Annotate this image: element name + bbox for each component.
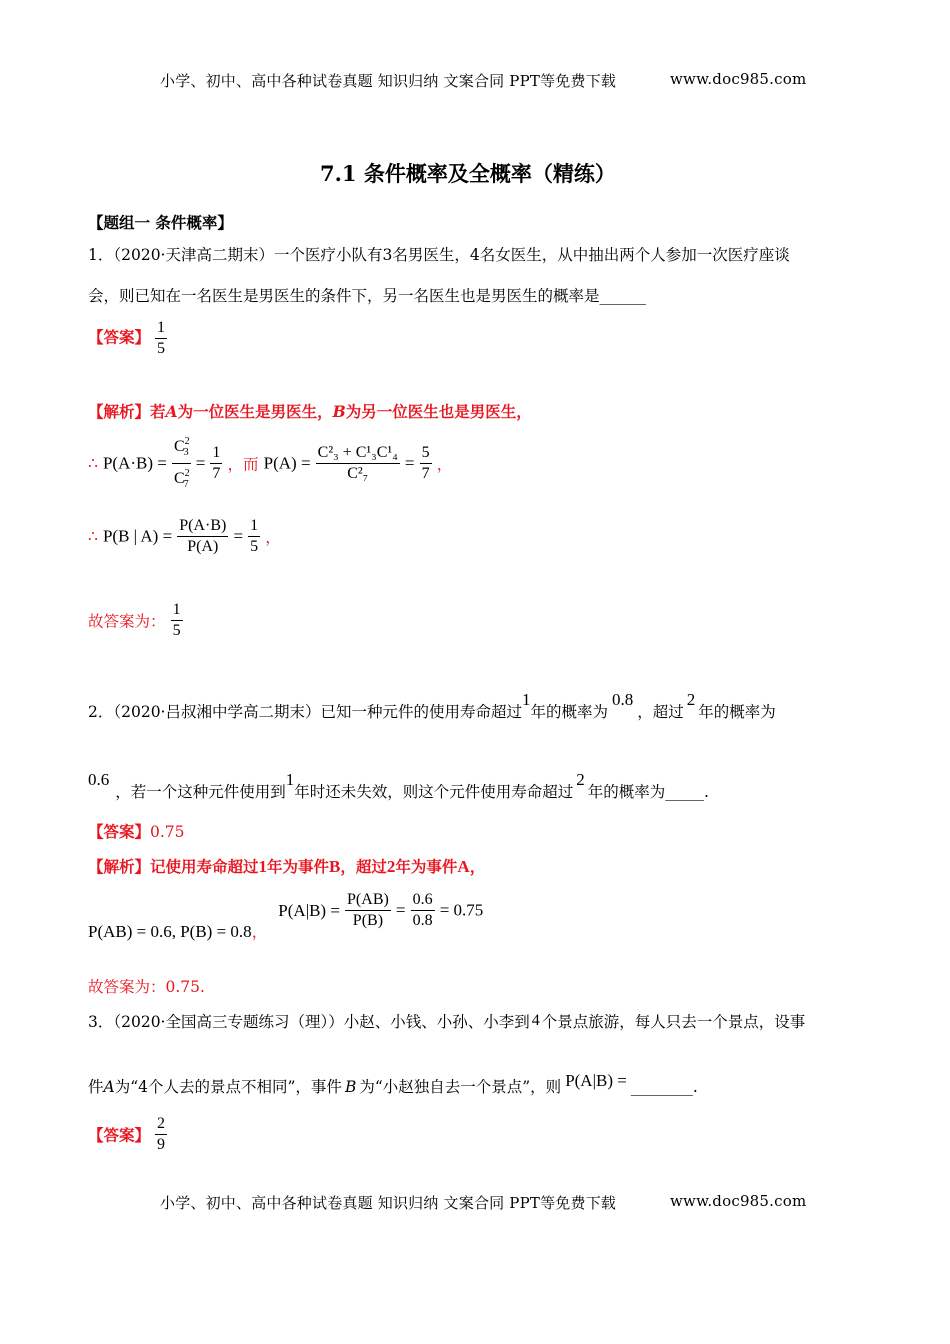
q2-answer: 【答案】0.75 <box>88 822 185 841</box>
answer-label: 【答案】 <box>88 822 151 841</box>
q1-eq3-result: $\frac{1}{5}$ <box>250 517 259 555</box>
analysis-label: 【解析】 <box>88 857 151 876</box>
q1-line1: 1．（2020·天津高二期末）一个医疗小队有3名男医生，4名女医生，从中抽出两个人参加一次医疗座谈 <box>88 246 790 264</box>
header-site[interactable]: www.doc985.com <box>670 70 807 88</box>
q3-line2: 件A为“4个人去的景点不相同”，事件 B 为“小赵独自去一个景点”，则 P(A|B) = ________. <box>88 1071 698 1096</box>
q1-line2: 会，则已知在一名医生是男医生的条件下，另一名医生也是男医生的概率是______ <box>88 287 647 305</box>
q2-eq2-decimal-fraction: $\frac{0.6}{0.8}$ <box>412 891 433 929</box>
q2-eq2-fraction: $\frac{P(AB)}{P(B)}$ <box>347 891 389 929</box>
q1-final-fraction: $\frac{1}{5}$ <box>172 601 181 639</box>
q1-answer-fraction: $\frac{1}{5}$ <box>156 319 165 357</box>
q1-eq1-result: $\frac{1}{7}$ <box>212 444 221 482</box>
q1-equation-row1: ∴ P(A·B) = $\frac{C^2_3}{C^2_7}$ = $\frac{1}{7}$ ，而 P(A) = $\frac{\text{C²₃ + C¹₃C¹₄}}{\text{C²₇}}$ = $\frac{5}{7}$ ， <box>88 432 452 495</box>
final-label: 故答案为： <box>88 612 166 631</box>
q1-eq2-lhs: P(A) = <box>263 453 311 473</box>
q1-answer <box>88 318 167 359</box>
analysis-label: 【解析】 <box>88 402 151 421</box>
q2-line1: 2．（2020·吕叔湘中学高二期末）已知一种元件的使用寿命超过1年的概率为0.8，超过2年的概率为 <box>88 690 776 721</box>
q2-final: 故答案为：0.75. <box>88 978 205 996</box>
answer-label: 【答案】 <box>88 1125 151 1145</box>
footer-banner: 小学、初中、高中各种试卷真题 知识归纳 文案合同 PPT等免费下载 <box>160 1194 617 1212</box>
header-banner: 小学、初中、高中各种试卷真题 知识归纳 文案合同 PPT等免费下载 <box>160 72 617 90</box>
final-label: 故答案为： <box>88 978 166 996</box>
q1-eq1-lhs: P(A·B) = <box>102 453 167 473</box>
q1-eq3-lhs: P(B | A) = <box>102 526 173 546</box>
q1-analysis: 【解析】若A为一位医生是男医生，B为另一位医生也是男医生， <box>88 402 532 421</box>
q1-equation-row2: ∴ P(B | A) = $\frac{P(A\cdot B)}{P(A)}$ = $\frac{1}{5}$ ， <box>88 517 281 555</box>
q2-analysis: 【解析】记使用寿命超过1年为事件B，超过2年为事件A， <box>88 857 486 876</box>
page-title: 7.1 条件概率及全概率（精练） <box>320 161 616 186</box>
footer-site[interactable]: www.doc985.com <box>670 1192 807 1210</box>
therefore-symbol: ∴ <box>88 454 98 473</box>
q3-answer <box>88 1114 167 1155</box>
q1-eq3-fraction: $\frac{P(A\cdot B)}{P(A)}$ <box>179 517 227 555</box>
therefore-symbol: ∴ <box>88 527 98 546</box>
q2-eq2-lhs: P(A|B) = <box>278 900 340 920</box>
q3-line1: 3．（2020·全国高三专题练习（理））小赵、小钱、小孙、小李到 4 个景点旅游，每人只去一个景点，设事 <box>88 1012 806 1031</box>
q2-line2: 0.6，若一个这种元件使用到1年时还未失效，则这个元件使用寿命超过2年的概率为_____. <box>88 770 709 801</box>
q3-answer-fraction: $\frac{2}{9}$ <box>156 1115 165 1153</box>
q1-eq1-fraction: $\frac{C^2_3}{C^2_7}$ <box>172 432 191 495</box>
q3-expression: P(A|B) = <box>565 1071 627 1090</box>
q2-eq1: P(AB) = 0.6, P(B) = 0.8 <box>88 922 252 941</box>
q1-final <box>88 600 183 641</box>
section-heading: 【题组一 条件概率】 <box>88 213 233 232</box>
q1-eq2-result: $\frac{5}{7}$ <box>421 444 430 482</box>
q2-equations: P(AB) = 0.6, P(B) = 0.8， P(A|B) = $\frac{P(AB)}{P(B)}$ = $\frac{0.6}{0.8}$ = 0.75 <box>88 891 484 941</box>
q1-eq2-fraction: $\frac{\text{C²₃ + C¹₃C¹₄}}{\text{C²₇}}$ <box>317 444 398 482</box>
answer-label: 【答案】 <box>88 327 151 347</box>
